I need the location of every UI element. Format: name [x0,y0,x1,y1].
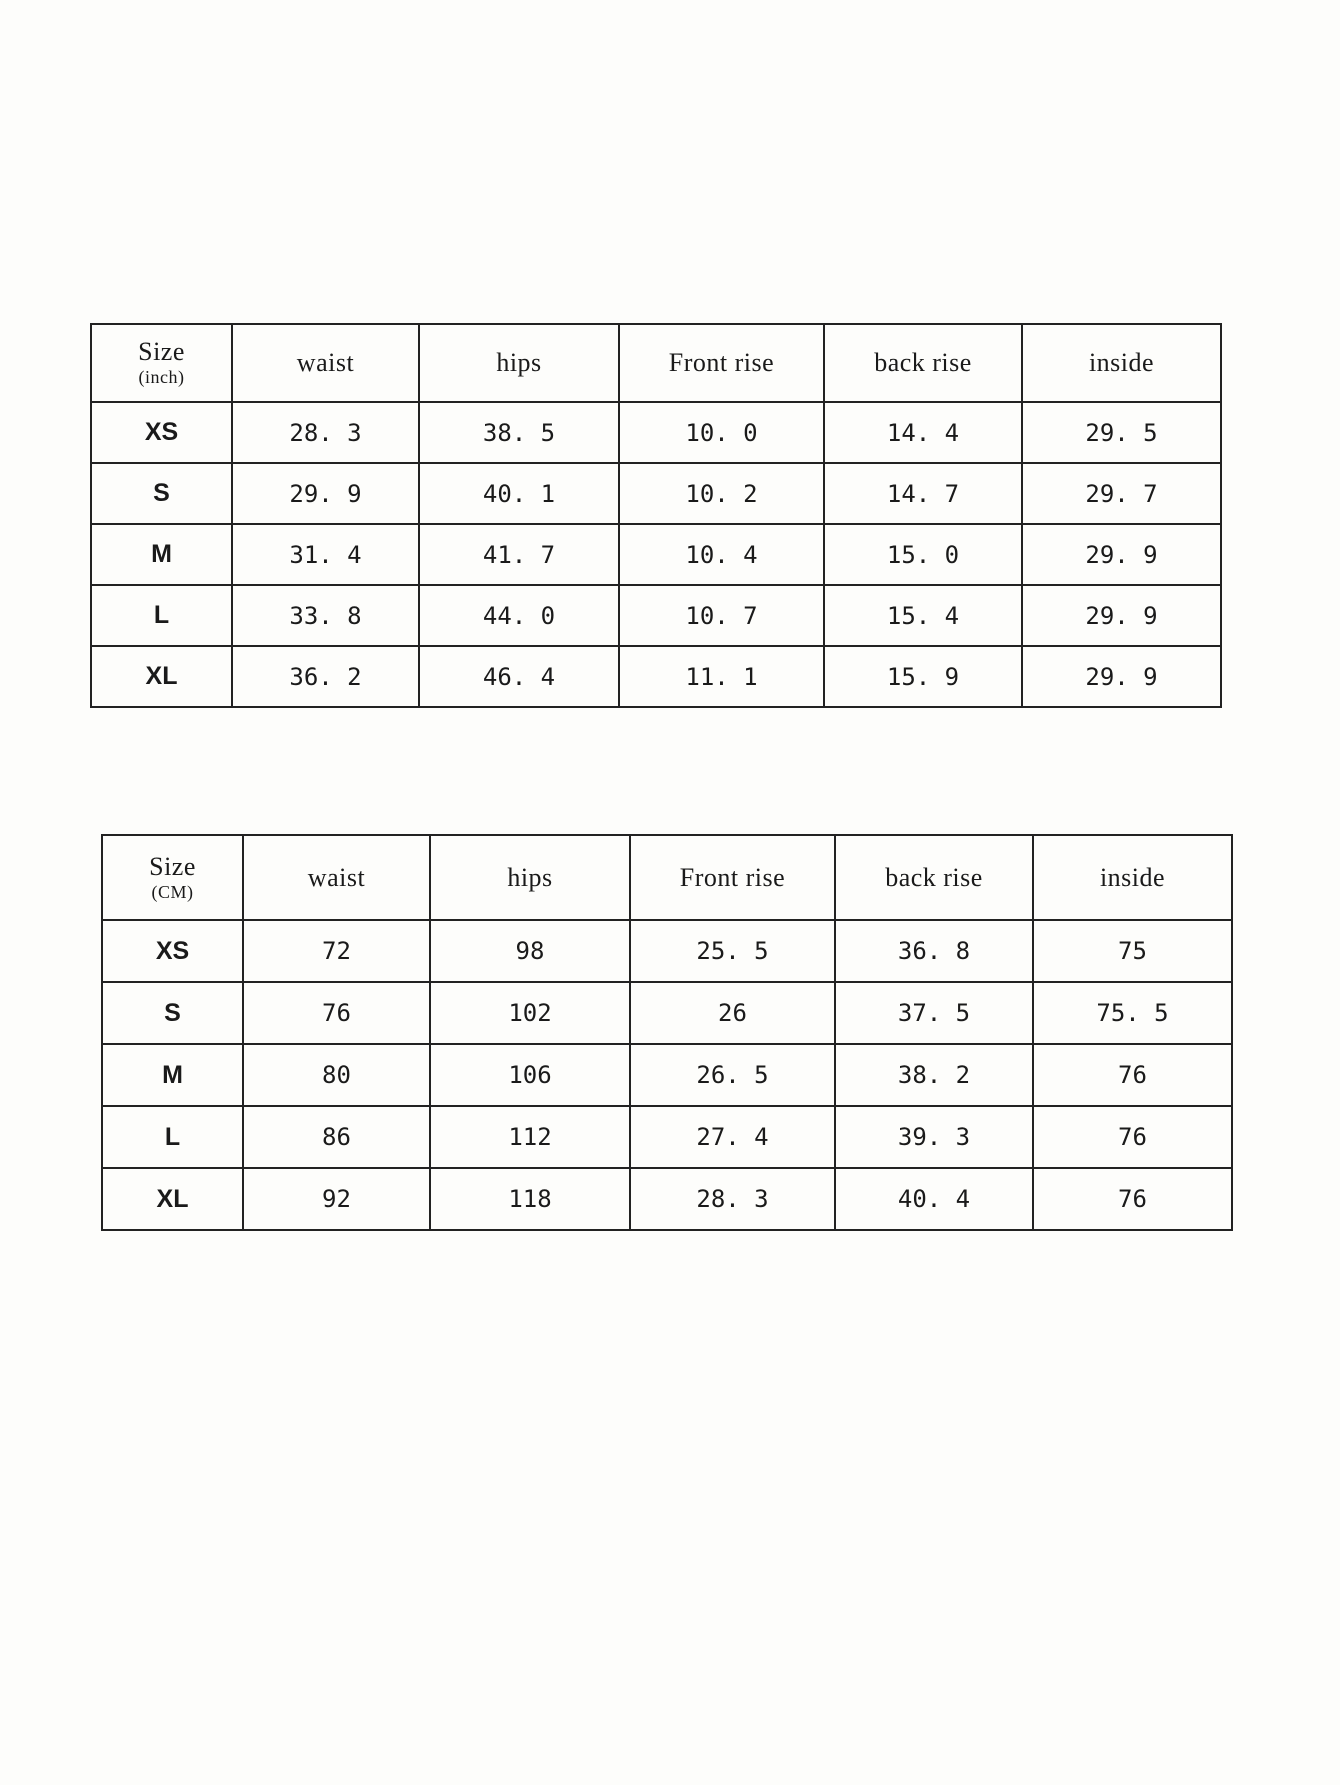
value-cell: 102 [430,982,630,1044]
size-header [102,835,243,920]
size-cell: M [102,1044,243,1106]
value-cell: 15. 4 [824,585,1022,646]
table-row [102,920,1232,982]
column-header-back-rise: back rise [824,324,1022,402]
column-header-waist: waist [232,324,419,402]
value-cell: 27. 4 [630,1106,835,1168]
column-header-front-rise: Front rise [630,835,835,920]
value-cell: 112 [430,1106,630,1168]
size-table-inch [90,323,1222,708]
size-cell: XL [102,1168,243,1230]
size-cell: XS [102,920,243,982]
value-cell: 72 [243,920,430,982]
value-cell: 10. 2 [619,463,824,524]
size-cell: S [102,982,243,1044]
value-cell: 14. 7 [824,463,1022,524]
value-cell: 10. 0 [619,402,824,463]
column-header-inside: inside [1033,835,1232,920]
value-cell: 31. 4 [232,524,419,585]
value-cell: 29. 9 [232,463,419,524]
header-row [91,324,1221,402]
value-cell: 39. 3 [835,1106,1033,1168]
column-header-back-rise: back rise [835,835,1033,920]
unit-label: (inch) [138,367,185,387]
size-header-label: Size [138,337,185,366]
table-row [91,463,1221,524]
unit-label: (CM) [151,881,194,902]
value-cell: 11. 1 [619,646,824,707]
size-cell: M [91,524,232,585]
table-row [102,1106,1232,1168]
value-cell: 15. 9 [824,646,1022,707]
value-cell: 76 [1033,1106,1232,1168]
value-cell: 46. 4 [419,646,619,707]
size-cell: S [91,463,232,524]
column-header-inside: inside [1022,324,1221,402]
size-header [91,324,232,402]
table-row [91,585,1221,646]
header-row [102,835,1232,920]
value-cell: 36. 8 [835,920,1033,982]
value-cell: 26. 5 [630,1044,835,1106]
value-cell: 106 [430,1044,630,1106]
size-header-label: Size [149,851,196,881]
value-cell: 28. 3 [630,1168,835,1230]
value-cell: 36. 2 [232,646,419,707]
value-cell: 38. 2 [835,1044,1033,1106]
value-cell: 29. 9 [1022,524,1221,585]
value-cell: 80 [243,1044,430,1106]
value-cell: 76 [1033,1044,1232,1106]
value-cell: 40. 4 [835,1168,1033,1230]
value-cell: 44. 0 [419,585,619,646]
value-cell: 15. 0 [824,524,1022,585]
value-cell: 75 [1033,920,1232,982]
size-cell: L [91,585,232,646]
column-header-hips: hips [430,835,630,920]
value-cell: 38. 5 [419,402,619,463]
value-cell: 76 [243,982,430,1044]
table-row [91,646,1221,707]
table-row [91,402,1221,463]
table-row [102,982,1232,1044]
column-header-front-rise: Front rise [619,324,824,402]
table-row [102,1168,1232,1230]
table-row [102,1044,1232,1106]
value-cell: 10. 4 [619,524,824,585]
value-cell: 92 [243,1168,430,1230]
column-header-hips: hips [419,324,619,402]
value-cell: 118 [430,1168,630,1230]
value-cell: 29. 9 [1022,585,1221,646]
value-cell: 98 [430,920,630,982]
value-cell: 40. 1 [419,463,619,524]
value-cell: 28. 3 [232,402,419,463]
size-cell: L [102,1106,243,1168]
value-cell: 25. 5 [630,920,835,982]
value-cell: 29. 5 [1022,402,1221,463]
size-cell: XS [91,402,232,463]
table-row [91,524,1221,585]
value-cell: 26 [630,982,835,1044]
value-cell: 14. 4 [824,402,1022,463]
value-cell: 33. 8 [232,585,419,646]
value-cell: 29. 9 [1022,646,1221,707]
column-header-waist: waist [243,835,430,920]
value-cell: 37. 5 [835,982,1033,1044]
value-cell: 29. 7 [1022,463,1221,524]
value-cell: 86 [243,1106,430,1168]
size-cell: XL [91,646,232,707]
value-cell: 76 [1033,1168,1232,1230]
value-cell: 41. 7 [419,524,619,585]
value-cell: 10. 7 [619,585,824,646]
value-cell: 75. 5 [1033,982,1232,1044]
size-table-cm [101,834,1233,1231]
